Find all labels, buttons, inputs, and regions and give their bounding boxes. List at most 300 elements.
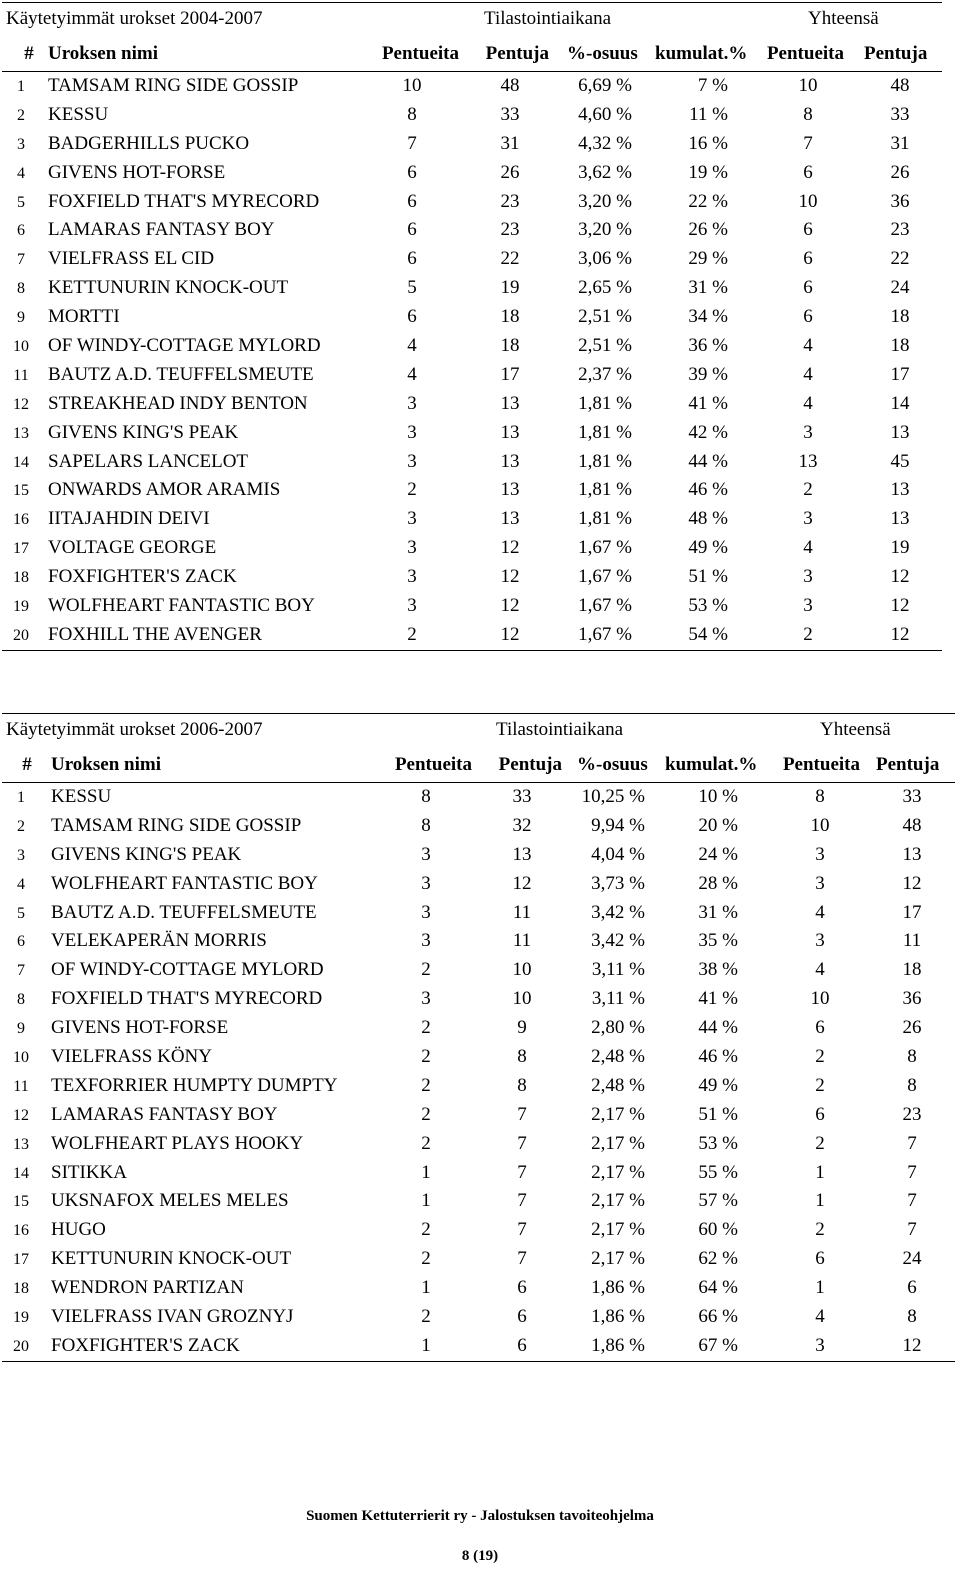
cell-puppies-period: 18 xyxy=(500,335,520,357)
table-title: Käytetyimmät urokset 2006-2007 xyxy=(6,719,263,740)
table-row xyxy=(2,1130,955,1159)
column-header-row xyxy=(2,746,955,783)
cell-puppies-period: 12 xyxy=(500,595,520,617)
column-header-puppies-period: Pentuja xyxy=(498,754,562,775)
cell-rank: 11 xyxy=(13,366,29,384)
cell-cumulative-percent: 66 % xyxy=(698,1306,738,1328)
cell-dog-name: HUGO xyxy=(51,1219,106,1241)
cell-dog-name: MORTTI xyxy=(48,306,120,328)
table-row xyxy=(2,1159,955,1188)
cell-dog-name: VIELFRASS IVAN GROZNYJ xyxy=(51,1306,294,1328)
cell-puppies-total: 7 xyxy=(907,1190,917,1212)
cell-puppies-period: 7 xyxy=(517,1248,527,1270)
cell-puppies-period: 7 xyxy=(517,1103,527,1125)
cell-cumulative-percent: 44 % xyxy=(688,450,728,472)
cell-dog-name: FOXHILL THE AVENGER xyxy=(48,623,262,645)
cell-cumulative-percent: 49 % xyxy=(688,537,728,559)
cell-cumulative-percent: 16 % xyxy=(688,132,728,154)
table-row xyxy=(2,899,955,928)
cell-litters-period: 2 xyxy=(421,1219,431,1241)
cell-puppies-total: 19 xyxy=(890,537,910,559)
cell-puppies-period: 12 xyxy=(500,566,520,588)
cell-puppies-period: 13 xyxy=(500,450,520,472)
cell-rank: 12 xyxy=(13,395,29,413)
cell-share-percent: 10,25 % xyxy=(581,786,645,807)
cell-dog-name: OF WINDY-COTTAGE MYLORD xyxy=(51,959,324,981)
column-header-cumulative-percent: kumulat.% xyxy=(655,43,748,64)
cell-litters-period: 4 xyxy=(407,363,417,385)
cell-puppies-total: 18 xyxy=(902,959,922,981)
column-header-puppies-total: Pentuja xyxy=(864,43,928,64)
cell-rank: 19 xyxy=(13,598,29,616)
cell-share-percent: 3,20 % xyxy=(578,219,632,241)
cell-puppies-total: 7 xyxy=(907,1161,917,1183)
cell-rank: 10 xyxy=(13,338,29,356)
cell-share-percent: 3,73 % xyxy=(591,872,645,894)
cell-cumulative-percent: 51 % xyxy=(698,1103,738,1125)
cell-litters-period: 3 xyxy=(421,930,431,952)
cell-litters-total: 4 xyxy=(815,1306,825,1328)
cell-litters-period: 6 xyxy=(407,190,417,212)
cell-share-percent: 1,81 % xyxy=(578,421,632,443)
cell-share-percent: 2,17 % xyxy=(591,1132,645,1154)
cell-puppies-period: 12 xyxy=(512,872,532,894)
cell-litters-total: 4 xyxy=(815,901,825,923)
cell-share-percent: 2,48 % xyxy=(591,1074,645,1096)
cell-cumulative-percent: 36 % xyxy=(688,335,728,357)
cell-litters-period: 3 xyxy=(421,988,431,1010)
cell-litters-period: 6 xyxy=(407,306,417,328)
cell-dog-name: OF WINDY-COTTAGE MYLORD xyxy=(48,335,321,357)
cell-dog-name: BAUTZ A.D. TEUFFELSMEUTE xyxy=(51,901,317,923)
cell-cumulative-percent: 34 % xyxy=(688,306,728,328)
cell-rank: 11 xyxy=(13,1077,29,1095)
cell-cumulative-percent: 51 % xyxy=(688,566,728,588)
cell-dog-name: TAMSAM RING SIDE GOSSIP xyxy=(51,814,302,836)
table-row xyxy=(2,1187,955,1216)
cell-rank: 15 xyxy=(13,482,29,500)
cell-puppies-total: 13 xyxy=(890,421,910,443)
cell-litters-period: 3 xyxy=(407,450,417,472)
cell-litters-total: 3 xyxy=(803,566,813,588)
table-row xyxy=(2,621,942,651)
cell-litters-period: 1 xyxy=(421,1161,431,1183)
cell-cumulative-percent: 41 % xyxy=(688,392,728,414)
cell-puppies-period: 7 xyxy=(517,1219,527,1241)
cell-puppies-total: 12 xyxy=(890,595,910,617)
cell-rank: 10 xyxy=(13,1049,29,1067)
cell-share-percent: 3,11 % xyxy=(591,988,645,1010)
cell-share-percent: 4,32 % xyxy=(578,132,632,154)
cell-puppies-period: 23 xyxy=(500,219,520,241)
cell-cumulative-percent: 19 % xyxy=(688,161,728,183)
cell-litters-period: 1 xyxy=(421,1190,431,1212)
cell-puppies-total: 22 xyxy=(890,248,910,270)
cell-litters-period: 1 xyxy=(421,1277,431,1299)
cell-dog-name: BADGERHILLS PUCKO xyxy=(48,132,250,154)
cell-litters-total: 10 xyxy=(798,190,818,212)
cell-share-percent: 1,81 % xyxy=(578,508,632,530)
cell-puppies-period: 31 xyxy=(500,132,520,154)
cell-puppies-period: 13 xyxy=(512,843,532,865)
cell-litters-total: 1 xyxy=(815,1190,825,1212)
cell-share-percent: 2,51 % xyxy=(578,306,632,328)
cell-litters-total: 6 xyxy=(803,161,813,183)
cell-litters-total: 3 xyxy=(815,1334,825,1356)
group-header-period: Tilastointiaikana xyxy=(496,719,624,740)
table-row xyxy=(2,812,955,841)
table-2004-2007 xyxy=(2,2,942,651)
cell-dog-name: LAMARAS FANTASY BOY xyxy=(51,1103,278,1125)
cell-share-percent: 2,17 % xyxy=(591,1161,645,1183)
cell-puppies-total: 8 xyxy=(907,1306,917,1328)
cell-cumulative-percent: 24 % xyxy=(698,843,738,865)
cell-puppies-period: 17 xyxy=(500,363,520,385)
group-header-total: Yhteensä xyxy=(808,8,879,29)
column-header-litters-total: Pentueita xyxy=(782,754,860,775)
cell-cumulative-percent: 7 % xyxy=(697,75,728,96)
cell-cumulative-percent: 54 % xyxy=(688,623,728,645)
cell-share-percent: 2,17 % xyxy=(591,1219,645,1241)
cell-cumulative-percent: 48 % xyxy=(688,508,728,530)
cell-dog-name: TAMSAM RING SIDE GOSSIP xyxy=(48,75,299,96)
cell-share-percent: 1,81 % xyxy=(578,392,632,414)
cell-rank: 9 xyxy=(17,309,25,327)
cell-share-percent: 4,04 % xyxy=(591,843,645,865)
cell-puppies-total: 12 xyxy=(902,872,922,894)
cell-puppies-total: 12 xyxy=(902,1334,922,1356)
cell-litters-period: 2 xyxy=(421,1132,431,1154)
cell-litters-period: 2 xyxy=(421,1074,431,1096)
cell-litters-period: 10 xyxy=(402,75,422,96)
table-2006-2007 xyxy=(2,713,955,1362)
table-row xyxy=(2,448,942,477)
cell-dog-name: FOXFIGHTER'S ZACK xyxy=(48,566,237,588)
cell-cumulative-percent: 39 % xyxy=(688,363,728,385)
cell-cumulative-percent: 26 % xyxy=(688,219,728,241)
cell-litters-period: 2 xyxy=(407,479,417,501)
table-title: Käytetyimmät urokset 2004-2007 xyxy=(6,8,263,29)
table-row xyxy=(2,534,942,563)
cell-cumulative-percent: 22 % xyxy=(688,190,728,212)
cell-share-percent: 4,60 % xyxy=(578,103,632,125)
cell-dog-name: KESSU xyxy=(51,786,112,807)
cell-dog-name: UKSNAFOX MELES MELES xyxy=(51,1190,289,1212)
cell-dog-name: WENDRON PARTIZAN xyxy=(51,1277,244,1299)
cell-share-percent: 1,81 % xyxy=(578,479,632,501)
cell-litters-total: 2 xyxy=(815,1046,825,1068)
cell-puppies-total: 24 xyxy=(902,1248,922,1270)
cell-litters-total: 3 xyxy=(815,843,825,865)
cell-dog-name: STREAKHEAD INDY BENTON xyxy=(48,392,308,414)
cell-puppies-total: 18 xyxy=(890,306,910,328)
cell-puppies-period: 48 xyxy=(500,75,520,96)
cell-dog-name: KETTUNURIN KNOCK-OUT xyxy=(51,1248,292,1270)
cell-rank: 19 xyxy=(13,1309,29,1327)
cell-rank: 4 xyxy=(17,164,25,182)
cell-puppies-period: 8 xyxy=(517,1046,527,1068)
cell-cumulative-percent: 11 % xyxy=(689,103,728,125)
cell-litters-total: 6 xyxy=(803,277,813,299)
cell-litters-period: 8 xyxy=(421,786,431,807)
cell-rank: 18 xyxy=(13,1280,29,1298)
cell-dog-name: SITIKKA xyxy=(51,1161,127,1183)
cell-puppies-total: 24 xyxy=(890,277,910,299)
cell-rank: 7 xyxy=(17,962,25,980)
cell-puppies-total: 13 xyxy=(890,508,910,530)
column-header-rank: # xyxy=(24,43,34,64)
cell-litters-total: 10 xyxy=(810,988,830,1010)
cell-cumulative-percent: 57 % xyxy=(698,1190,738,1212)
cell-rank: 4 xyxy=(17,875,25,893)
cell-puppies-period: 13 xyxy=(500,508,520,530)
cell-puppies-period: 8 xyxy=(517,1074,527,1096)
cell-litters-period: 8 xyxy=(407,103,417,125)
cell-puppies-total: 23 xyxy=(890,219,910,241)
cell-puppies-period: 23 xyxy=(500,190,520,212)
cell-cumulative-percent: 49 % xyxy=(698,1074,738,1096)
cell-litters-total: 1 xyxy=(815,1277,825,1299)
cell-puppies-period: 18 xyxy=(500,306,520,328)
cell-share-percent: 2,17 % xyxy=(591,1103,645,1125)
cell-litters-period: 1 xyxy=(421,1334,431,1356)
cell-share-percent: 1,67 % xyxy=(578,537,632,559)
cell-litters-total: 13 xyxy=(798,450,818,472)
cell-cumulative-percent: 67 % xyxy=(698,1334,738,1356)
table-row xyxy=(2,1072,955,1101)
cell-share-percent: 1,67 % xyxy=(578,623,632,645)
cell-litters-period: 6 xyxy=(407,219,417,241)
cell-litters-total: 8 xyxy=(815,786,825,807)
cell-cumulative-percent: 28 % xyxy=(698,872,738,894)
cell-rank: 1 xyxy=(17,789,25,806)
table-row xyxy=(2,361,942,390)
table-row xyxy=(2,1101,955,1130)
cell-dog-name: ONWARDS AMOR ARAMIS xyxy=(48,479,281,501)
table-row xyxy=(2,870,955,899)
cell-puppies-period: 12 xyxy=(500,537,520,559)
table-row xyxy=(2,505,942,534)
cell-litters-total: 3 xyxy=(815,930,825,952)
cell-share-percent: 1,67 % xyxy=(578,595,632,617)
cell-litters-period: 3 xyxy=(407,421,417,443)
cell-dog-name: FOXFIELD THAT'S MYRECORD xyxy=(51,988,323,1010)
cell-puppies-period: 33 xyxy=(512,786,532,807)
cell-dog-name: GIVENS HOT-FORSE xyxy=(51,1017,229,1039)
table-row xyxy=(2,216,942,245)
cell-puppies-total: 8 xyxy=(907,1074,917,1096)
cell-rank: 17 xyxy=(13,1251,29,1269)
cell-litters-period: 2 xyxy=(421,1248,431,1270)
table-row xyxy=(2,419,942,448)
cell-puppies-total: 7 xyxy=(907,1219,917,1241)
cell-litters-total: 4 xyxy=(803,335,813,357)
cell-litters-period: 3 xyxy=(407,566,417,588)
table-row xyxy=(2,130,942,159)
cell-puppies-period: 6 xyxy=(517,1306,527,1328)
cell-dog-name: GIVENS KING'S PEAK xyxy=(51,843,242,865)
table-row xyxy=(2,1332,955,1362)
column-header-puppies-period: Pentuja xyxy=(485,43,549,64)
cell-rank: 2 xyxy=(17,106,25,124)
cell-litters-period: 4 xyxy=(407,335,417,357)
cell-litters-total: 2 xyxy=(815,1132,825,1154)
cell-rank: 3 xyxy=(17,135,25,153)
cell-puppies-period: 13 xyxy=(500,421,520,443)
cell-share-percent: 3,06 % xyxy=(578,248,632,270)
cell-litters-total: 4 xyxy=(803,537,813,559)
column-header-puppies-total: Pentuja xyxy=(876,754,940,775)
column-header-cumulative-percent: kumulat.% xyxy=(665,754,758,775)
cell-litters-total: 2 xyxy=(815,1074,825,1096)
cell-cumulative-percent: 41 % xyxy=(698,988,738,1010)
table-row xyxy=(2,303,942,332)
group-header-total: Yhteensä xyxy=(820,719,891,740)
cell-share-percent: 2,17 % xyxy=(591,1248,645,1270)
cell-litters-total: 3 xyxy=(803,508,813,530)
cell-litters-period: 3 xyxy=(407,537,417,559)
column-header-litters-period: Pentueita xyxy=(394,754,472,775)
cell-litters-total: 3 xyxy=(803,421,813,443)
cell-dog-name: WOLFHEART PLAYS HOOKY xyxy=(51,1132,304,1154)
cell-share-percent: 1,86 % xyxy=(591,1277,645,1299)
cell-puppies-period: 6 xyxy=(517,1334,527,1356)
column-header-dog-name: Uroksen nimi xyxy=(48,43,158,64)
cell-rank: 20 xyxy=(13,626,29,644)
cell-share-percent: 1,86 % xyxy=(591,1334,645,1356)
column-header-rank: # xyxy=(22,754,32,775)
cell-litters-total: 6 xyxy=(803,219,813,241)
table-row xyxy=(2,563,942,592)
footer-page-number: 8 (19) xyxy=(461,1548,499,1564)
cell-puppies-period: 32 xyxy=(512,814,532,836)
cell-dog-name: VOLTAGE GEORGE xyxy=(48,537,217,559)
cell-litters-total: 6 xyxy=(815,1017,825,1039)
cell-puppies-period: 10 xyxy=(512,988,532,1010)
cell-puppies-period: 33 xyxy=(500,103,520,125)
cell-puppies-total: 33 xyxy=(902,786,922,807)
cell-puppies-total: 13 xyxy=(902,843,922,865)
cell-puppies-period: 22 xyxy=(500,248,520,270)
cell-litters-period: 2 xyxy=(421,1103,431,1125)
footer-organization: Suomen Kettuterrierit ry - Jalostuksen tavoiteohjelma xyxy=(306,1508,654,1524)
cell-litters-period: 3 xyxy=(407,392,417,414)
cell-litters-total: 6 xyxy=(815,1248,825,1270)
cell-litters-total: 8 xyxy=(803,103,813,125)
cell-litters-period: 5 xyxy=(407,277,417,299)
cell-puppies-total: 33 xyxy=(890,103,910,125)
cell-litters-period: 6 xyxy=(407,248,417,270)
cell-litters-total: 6 xyxy=(803,248,813,270)
cell-puppies-period: 7 xyxy=(517,1161,527,1183)
table-title-row xyxy=(2,3,942,35)
cell-puppies-period: 11 xyxy=(512,930,532,952)
cell-dog-name: TEXFORRIER HUMPTY DUMPTY xyxy=(51,1074,338,1096)
cell-litters-total: 3 xyxy=(815,872,825,894)
cell-dog-name: VELEKAPERÄN MORRIS xyxy=(51,930,267,952)
cell-share-percent: 2,37 % xyxy=(578,363,632,385)
cell-share-percent: 1,86 % xyxy=(591,1306,645,1328)
table-row xyxy=(2,841,955,870)
column-header-dog-name: Uroksen nimi xyxy=(51,754,161,775)
cell-rank: 15 xyxy=(13,1193,29,1211)
cell-puppies-total: 12 xyxy=(890,623,910,645)
cell-cumulative-percent: 46 % xyxy=(688,479,728,501)
table-row xyxy=(2,245,942,274)
table-row xyxy=(2,956,955,985)
cell-litters-period: 3 xyxy=(407,595,417,617)
cell-litters-total: 7 xyxy=(803,132,813,154)
cell-litters-period: 2 xyxy=(421,959,431,981)
cell-dog-name: KESSU xyxy=(48,103,109,125)
cell-rank: 14 xyxy=(13,453,29,471)
cell-cumulative-percent: 64 % xyxy=(698,1277,738,1299)
cell-share-percent: 1,67 % xyxy=(578,566,632,588)
table-row xyxy=(2,592,942,621)
cell-share-percent: 2,80 % xyxy=(591,1017,645,1039)
cell-puppies-period: 7 xyxy=(517,1132,527,1154)
column-header-litters-total: Pentueita xyxy=(766,43,844,64)
cell-puppies-total: 13 xyxy=(890,479,910,501)
table-title-row xyxy=(2,714,955,746)
cell-rank: 13 xyxy=(13,424,29,442)
cell-cumulative-percent: 53 % xyxy=(688,595,728,617)
table-row xyxy=(2,332,942,361)
cell-dog-name: LAMARAS FANTASY BOY xyxy=(48,219,275,241)
cell-dog-name: BAUTZ A.D. TEUFFELSMEUTE xyxy=(48,363,314,385)
cell-rank: 7 xyxy=(17,251,25,269)
cell-litters-total: 4 xyxy=(803,392,813,414)
cell-puppies-total: 48 xyxy=(902,814,922,836)
cell-puppies-period: 9 xyxy=(517,1017,527,1039)
cell-puppies-period: 13 xyxy=(500,479,520,501)
table-row xyxy=(2,101,942,130)
cell-litters-total: 10 xyxy=(798,75,818,96)
cell-rank: 9 xyxy=(17,1020,25,1038)
cell-litters-period: 7 xyxy=(407,132,417,154)
cell-cumulative-percent: 31 % xyxy=(688,277,728,299)
cell-puppies-period: 19 xyxy=(500,277,520,299)
cell-share-percent: 3,62 % xyxy=(578,161,632,183)
cell-dog-name: SAPELARS LANCELOT xyxy=(48,450,249,472)
cell-rank: 14 xyxy=(13,1164,29,1182)
cell-cumulative-percent: 62 % xyxy=(698,1248,738,1270)
cell-puppies-total: 12 xyxy=(890,566,910,588)
cell-puppies-total: 6 xyxy=(907,1277,917,1299)
cell-dog-name: VIELFRASS EL CID xyxy=(48,248,215,270)
cell-rank: 3 xyxy=(17,846,25,864)
cell-cumulative-percent: 44 % xyxy=(698,1017,738,1039)
cell-share-percent: 6,69 % xyxy=(578,75,632,96)
column-header-share-percent: %-osuus xyxy=(567,43,638,64)
cell-puppies-period: 10 xyxy=(512,959,532,981)
table-row xyxy=(2,72,942,101)
cell-litters-period: 3 xyxy=(421,843,431,865)
cell-dog-name: FOXFIELD THAT'S MYRECORD xyxy=(48,190,320,212)
cell-cumulative-percent: 31 % xyxy=(698,901,738,923)
cell-rank: 1 xyxy=(17,78,25,95)
cell-litters-period: 3 xyxy=(407,508,417,530)
cell-rank: 8 xyxy=(17,991,25,1009)
cell-litters-total: 2 xyxy=(803,479,813,501)
cell-cumulative-percent: 53 % xyxy=(698,1132,738,1154)
cell-share-percent: 2,17 % xyxy=(591,1190,645,1212)
cell-dog-name: VIELFRASS KÖNY xyxy=(51,1046,212,1068)
table-row xyxy=(2,1043,955,1072)
cell-dog-name: WOLFHEART FANTASTIC BOY xyxy=(48,595,315,617)
cell-puppies-period: 26 xyxy=(500,161,520,183)
cell-share-percent: 3,11 % xyxy=(591,959,645,981)
